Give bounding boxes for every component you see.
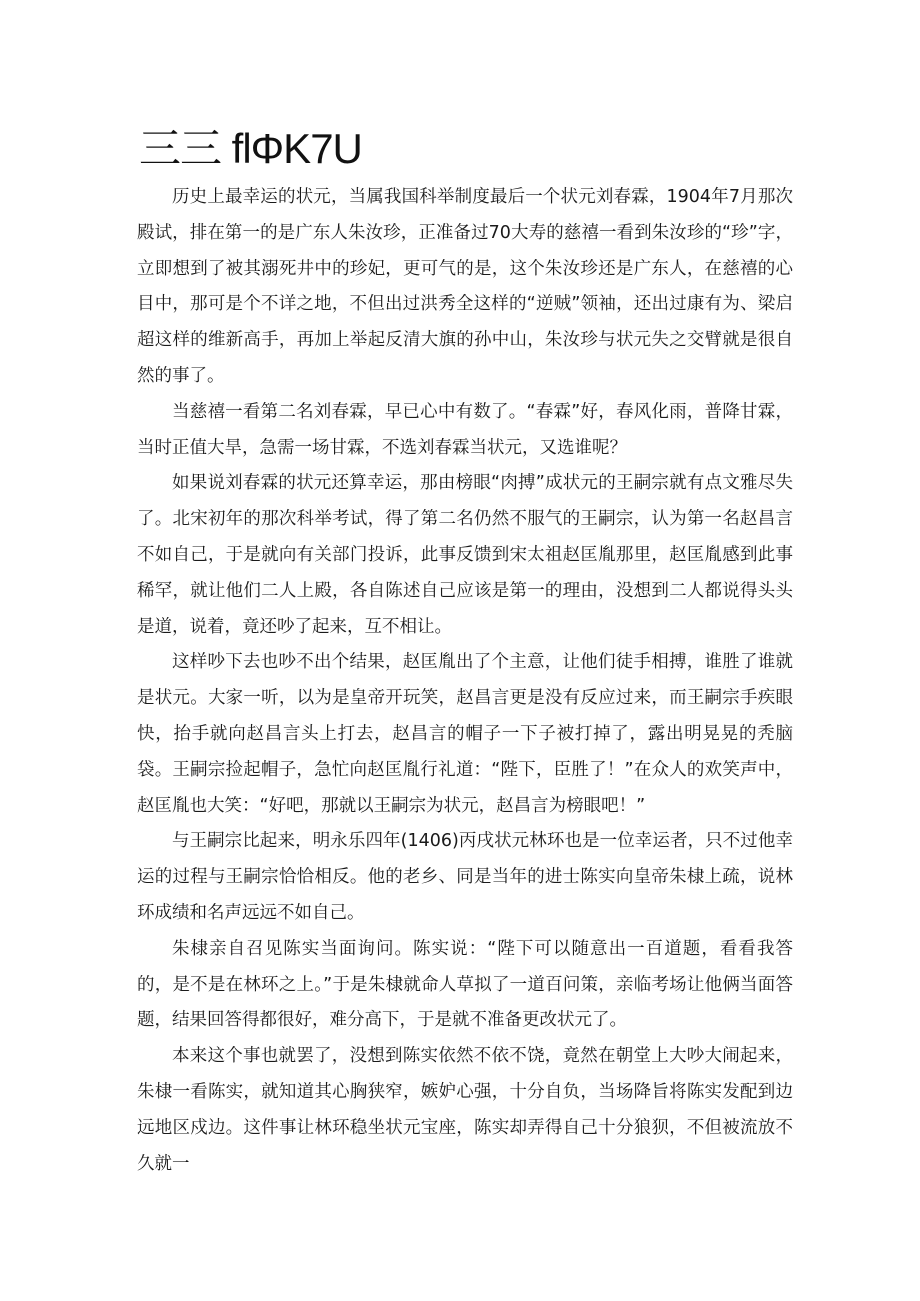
document-body xyxy=(137,180,793,1182)
paragraph: 与王嗣宗比起来，明永乐四年(1406)丙戌状元林环也是一位幸运者，只不过他幸运的过程与王嗣宗恰恰相反。他的老乡、同是当年的进士陈实向皇帝朱棣上疏，说林环成绩和名声远远不如自己。 xyxy=(137,831,793,923)
paragraph: 历史上最幸运的状元，当属我国科举制度最后一个状元刘春霖，1904年7月那次殿试，排在第一的是广东人朱汝珍，正准备过70大寿的慈禧一看到朱汝珍的“珍”字，立即想到了被其溺死井中的珍妃，更可气的是，这个朱汝珍还是广东人，在慈禧的心目中，那可是个不详之地，不但出过洪秀全这样的“逆贼”领袖，还出过康有为、梁启超这样的维新高手，再加上举起反清大旗的孙中山，朱汝珍与状元失之交臂就是很自然的事了。 xyxy=(137,187,793,386)
paragraph: 这样吵下去也吵不出个结果，赵匡胤出了个主意，让他们徒手相搏，谁胜了谁就是状元。大家一听，以为是皇帝开玩笑，赵昌言更是没有反应过来，而王嗣宗手疾眼快，抬手就向赵昌言头上打去，赵昌言的帽子一下子被打掉了，露出明晃晃的秃脑袋。王嗣宗捡起帽子，急忙向赵匡胤行礼道：“陛下，臣胜了！”在众人的欢笑声中，赵匡胤也大笑：“好吧，那就以王嗣宗为状元，赵昌言为榜眼吧！” xyxy=(137,652,793,816)
paragraph: 当慈禧一看第二名刘春霖，早已心中有数了。“春霖”好，春风化雨，普降甘霖，当时正值大旱，急需一场甘霖，不选刘春霖当状元，又选谁呢？ xyxy=(137,401,793,458)
paragraph: 如果说刘春霖的状元还算幸运，那由榜眼“肉搏”成状元的王嗣宗就有点文雅尽失了。北宋初年的那次科举考试，得了第二名仍然不服气的王嗣宗，认为第一名赵昌言不如自己，于是就向有关部门投诉，此事反馈到宋太祖赵匡胤那里，赵匡胤感到此事稀罕，就让他们二人上殿，各自陈述自己应该是第一的理由，没想到二人都说得头头是道，说着，竟还吵了起来，互不相让。 xyxy=(137,473,793,637)
paragraph: 朱棣亲自召见陈实当面询问。陈实说：“陛下可以随意出一百道题，看看我答的，是不是在林环之上。”于是朱棣就命人草拟了一道百问策，亲临考场让他俩当面答题，结果回答得都很好，难分高下，于是就不准备更改状元了。 xyxy=(137,938,793,1031)
document-title: 三三 flΦK7U xyxy=(139,125,362,172)
paragraph: 本来这个事也就罢了，没想到陈实依然不依不饶，竟然在朝堂上大吵大闹起来，朱棣一看陈实，就知道其心胸狭窄，嫉妒心强，十分自负，当场降旨将陈实发配到边远地区戍边。这件事让林环稳坐状元宝座，陈实却弄得自己十分狼狈，不但被流放不久就一 xyxy=(137,1046,793,1174)
